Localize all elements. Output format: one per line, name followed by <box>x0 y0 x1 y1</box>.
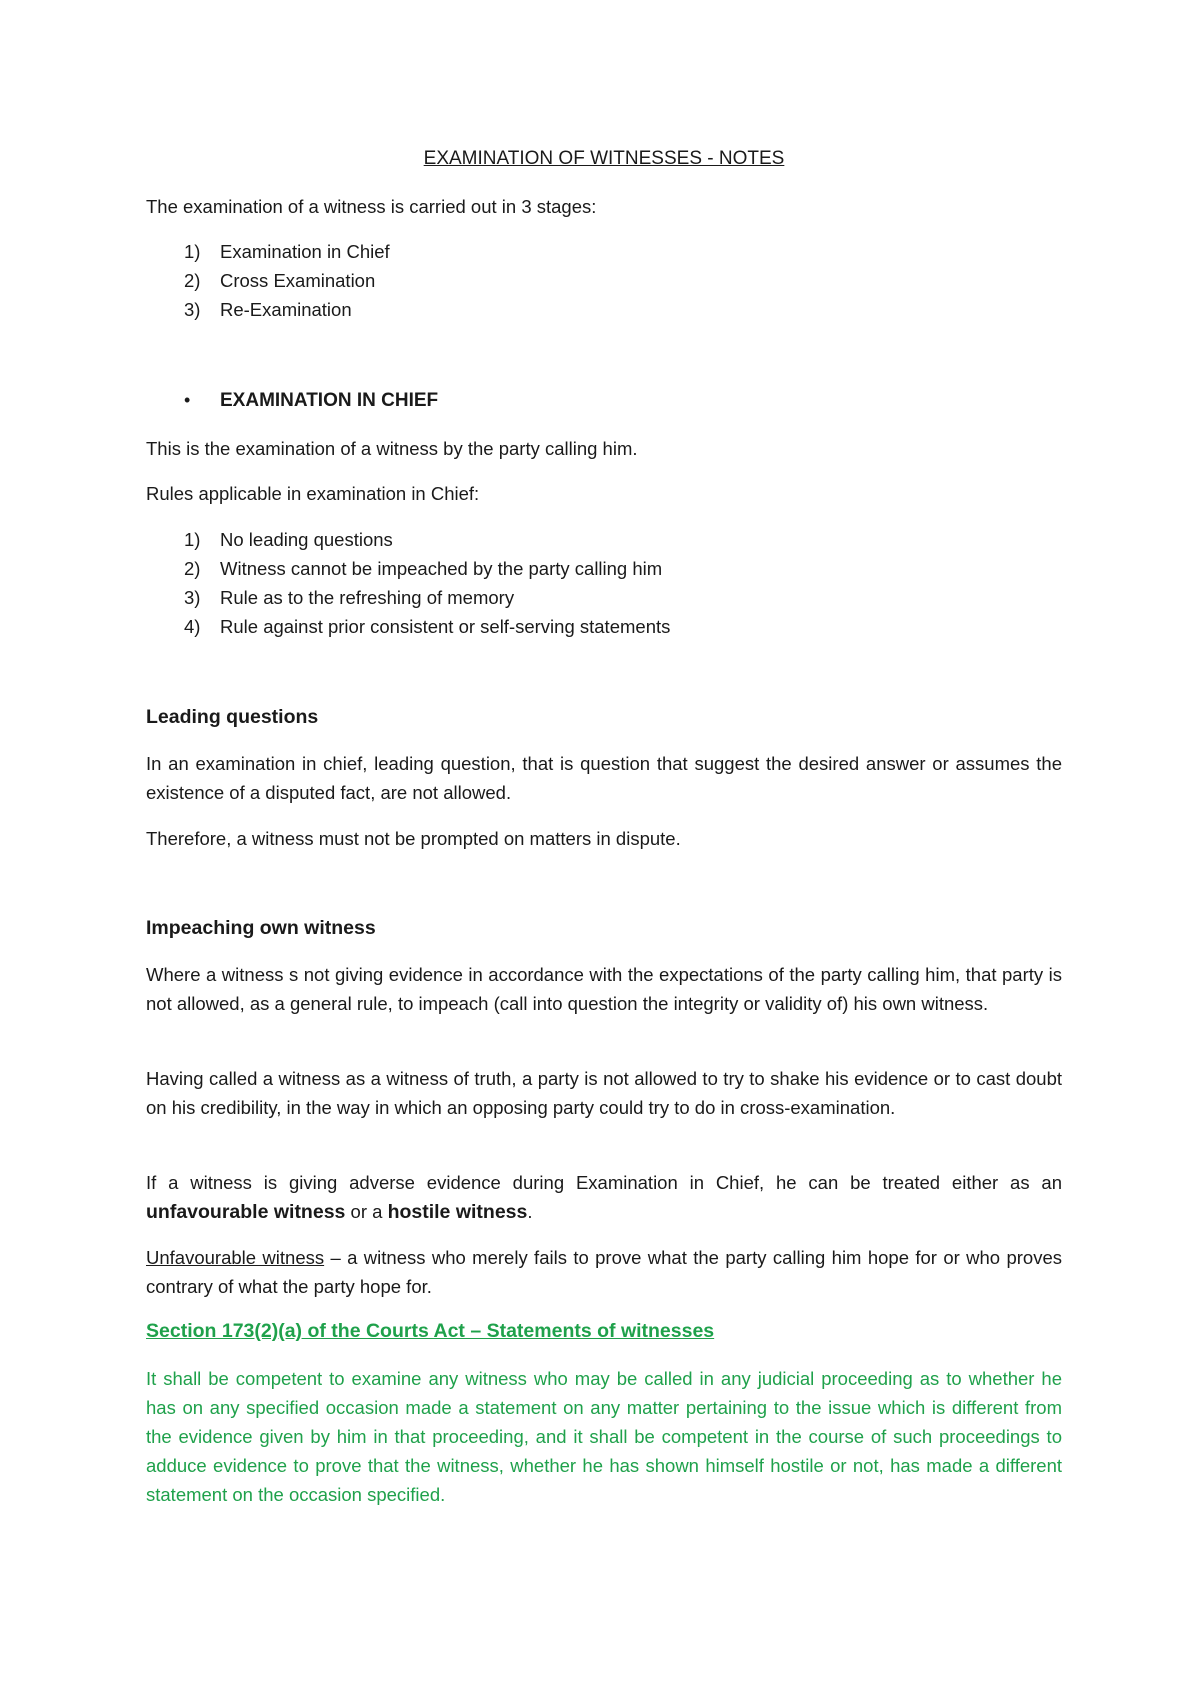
paragraph <box>146 1243 1062 1301</box>
list-number: 2) <box>184 558 201 579</box>
term-unfavourable-witness: unfavourable witness <box>146 1201 346 1223</box>
paragraph: Where a witness s not giving evidence in accordance with the expectations of the party calling him, that party is not allowed, as a general rule, to impeach (call into question the integrity or validity of) his own witness. <box>146 964 1062 1014</box>
list-number: 1) <box>184 241 201 262</box>
subheading-leading-questions: Leading questions <box>146 706 319 728</box>
paragraph: Having called a witness as a witness of truth, a party is not allowed to try to shake his evidence or to cast doubt on his credibility, in the way in which an opposing party could try to do in cross-examination. <box>146 1068 1062 1118</box>
list-text: Rule as to the refreshing of memory <box>220 587 515 608</box>
bullet-icon: • <box>184 390 191 410</box>
paragraph-text: If a witness is giving adverse evidence during Examination in Chief, he can be treated either as an <box>146 1172 1062 1193</box>
list-text: Examination in Chief <box>220 241 390 262</box>
statute-text: It shall be competent to examine any witness who may be called in any judicial proceeding as to whether he has on any specified occasion made a statement on any matter pertaining to the issue which is different from the evidence given by him in that proceeding, and it shall be competent in the course of such proceedings to adduce evidence to prove that the witness, whether he has shown himself hostile or not, has made a different statement on the occasion specified. <box>146 1368 1062 1505</box>
section-heading-examination-in-chief: EXAMINATION IN CHIEF <box>220 390 439 411</box>
list-text: Cross Examination <box>220 270 376 291</box>
term-hostile-witness: hostile witness <box>387 1201 528 1223</box>
list-number: 2) <box>184 270 201 291</box>
list-number: 4) <box>184 616 201 637</box>
list-number: 3) <box>184 299 201 320</box>
page-title: EXAMINATION OF WITNESSES - NOTES <box>423 148 785 169</box>
intro-text: The examination of a witness is carried out in 3 stages: <box>146 196 597 217</box>
rules-intro-text: Rules applicable in examination in Chief: <box>146 483 480 504</box>
paragraph <box>146 1168 1062 1227</box>
list-number: 1) <box>184 529 201 550</box>
list-text: Rule against prior consistent or self-serving statements <box>220 616 671 637</box>
statute-heading: Section 173(2)(a) of the Courts Act – Statements of witnesses <box>146 1320 715 1342</box>
paragraph-text: – a witness who merely fails to prove what the party calling him hope for or who proves contrary of what the party hope for. <box>146 1247 1062 1297</box>
list-text: Witness cannot be impeached by the party calling him <box>220 558 663 579</box>
list-number: 3) <box>184 587 201 608</box>
subheading-impeaching-own-witness: Impeaching own witness <box>146 917 376 939</box>
paragraph-text: or a <box>345 1201 388 1222</box>
paragraph-text: . <box>527 1201 533 1222</box>
term-definition-label: Unfavourable witness <box>146 1247 325 1268</box>
definition-text: This is the examination of a witness by the party calling him. <box>146 438 638 459</box>
paragraph: Therefore, a witness must not be prompted on matters in dispute. <box>146 828 681 849</box>
list-text: No leading questions <box>220 529 393 550</box>
paragraph: In an examination in chief, leading question, that is question that suggest the desired answer or assumes the existence of a disputed fact, are not allowed. <box>146 753 1062 803</box>
list-text: Re-Examination <box>220 299 352 320</box>
